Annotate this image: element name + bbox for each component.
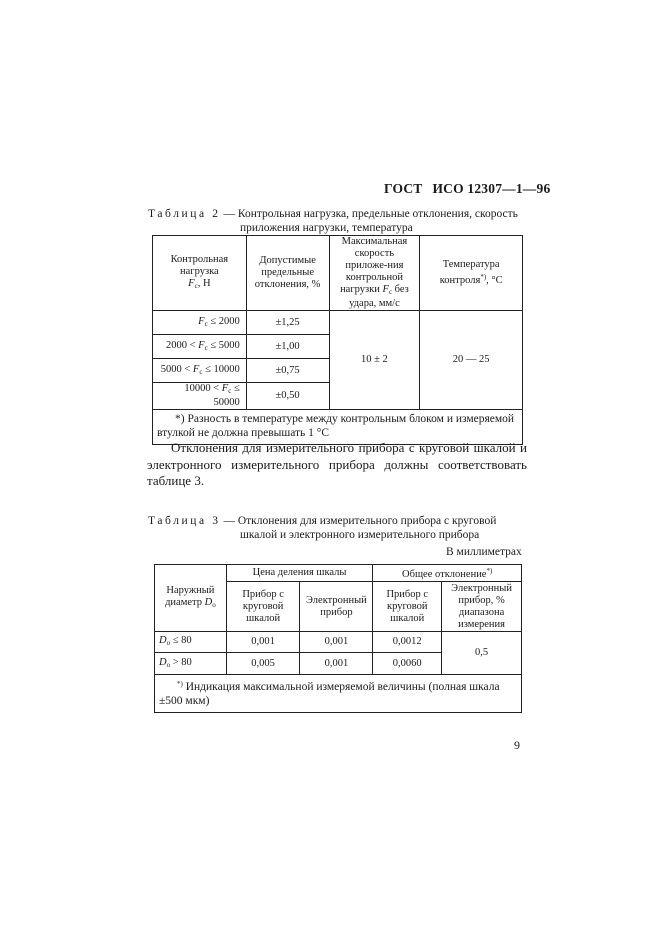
table3-footnote xyxy=(155,675,522,713)
header-text: Наружный диаметр xyxy=(165,585,215,608)
table2-caption xyxy=(148,207,528,235)
subscript: c xyxy=(388,288,393,296)
header-text: Температура контроля xyxy=(439,259,500,286)
scale-electronic-value: 0,001 xyxy=(300,653,373,675)
footnote-ref: *) xyxy=(480,273,487,281)
total-dial-value: 0,0060 xyxy=(373,653,442,675)
table3-title-line1: Отклонения для измерительного прибора с круговой xyxy=(237,515,497,527)
total-dial-value: 0,0012 xyxy=(373,632,442,653)
caption-dash: — xyxy=(223,515,235,527)
var-d: D xyxy=(204,597,213,608)
footnote-mark: *) xyxy=(177,680,183,688)
col-group-total xyxy=(373,565,522,582)
col-header-speed xyxy=(329,236,420,311)
temperature-value: 20 — 25 xyxy=(420,311,523,410)
header-text: Максимальная скорость приложе-ния контрольной нагрузки xyxy=(340,236,408,295)
var-f: F xyxy=(188,278,195,289)
table2-label: Таблица 2 xyxy=(148,208,221,220)
scale-electronic-value: 0,001 xyxy=(300,632,373,653)
col-header-diameter xyxy=(155,565,227,632)
col-header-deviation: Допустимые предельные отклонения, % xyxy=(246,236,329,311)
deviation-value: ±0,50 xyxy=(246,383,329,410)
body-paragraph xyxy=(147,440,527,490)
table-header-row xyxy=(155,565,522,582)
table-row xyxy=(155,632,522,653)
units-label: В миллиметрах xyxy=(446,546,522,558)
scale-dial-value: 0,001 xyxy=(226,632,300,653)
load-range: $5000 < F_c \le 10000$ xyxy=(153,359,247,383)
col-group-scale: Цена деления шкалы xyxy=(226,565,373,582)
col-header-dial: Прибор с круговой шкалой xyxy=(226,582,300,632)
diameter-condition: $D_o > 80$ xyxy=(155,653,227,675)
footnote-text: Разность в температуре между контрольным блоком и измеряемой втулкой не должна превышать 1 °С xyxy=(157,413,515,439)
document-header xyxy=(384,181,550,197)
footnote-text: Индикация максимальной измеряемой величины (полная шкала ±500 мкм) xyxy=(159,681,500,707)
deviation-value: ±1,25 xyxy=(246,311,329,335)
deviation-value: ±0,75 xyxy=(246,359,329,383)
scale-dial-value: 0,005 xyxy=(226,653,300,675)
col-header-electronic: Электронный прибор xyxy=(300,582,373,632)
header-text: Контрольная нагрузка xyxy=(170,254,229,277)
table-2 xyxy=(152,235,523,445)
table-header-row xyxy=(153,236,523,311)
table3-label: Таблица 3 xyxy=(148,515,221,527)
table3-caption xyxy=(148,514,528,542)
page-number: 9 xyxy=(514,738,520,752)
diameter-condition: $D_o \le 80$ xyxy=(155,632,227,653)
col-header-dial-total: Прибор с круговой шкалой xyxy=(373,582,442,632)
table2-title-line2: приложения нагрузки, температура xyxy=(240,222,413,234)
table2-title-line1: Контрольная нагрузка, предельные отклонения, скорость xyxy=(237,208,518,220)
col-header-electronic-pct: Электронный прибор, % диапазона измерения xyxy=(442,582,522,632)
paragraph-text: Отклонения для измерительного прибора с круговой шкалой и электронного измерительного прибора должны соответствовать таблице 3. xyxy=(147,440,527,488)
subscript: o xyxy=(212,601,216,609)
deviation-value: ±1,00 xyxy=(246,335,329,359)
unit: , °С xyxy=(486,275,503,286)
load-range: $2000 < F_c \le 5000$ xyxy=(153,335,247,359)
standard-label: ГОСТ xyxy=(384,181,423,196)
subscript: c xyxy=(194,282,198,290)
speed-value: 10 ± 2 xyxy=(329,311,420,410)
unit: , Н xyxy=(197,278,211,289)
var-f: F xyxy=(382,284,389,295)
col-header-load xyxy=(153,236,247,311)
load-range: $F_c \le 2000$ xyxy=(153,311,247,335)
standard-code: ИСО 12307—1—96 xyxy=(432,181,551,196)
col-header-temperature xyxy=(420,236,523,311)
caption-dash: — xyxy=(223,208,235,220)
footnote-mark: *) xyxy=(175,413,185,425)
table-row xyxy=(153,311,523,335)
total-electronic-value: 0,5 xyxy=(442,632,522,675)
header-text: Общее отклонение xyxy=(402,569,487,580)
table-footnote-row xyxy=(155,675,522,713)
footnote-ref: *) xyxy=(486,567,493,575)
table-3 xyxy=(154,564,522,713)
load-range: $10000 < F_c \le 50000$ xyxy=(153,383,247,410)
table3-title-line2: шкалой и электронного измерительного прибора xyxy=(240,529,480,541)
header-text: без удара, мм/с xyxy=(349,284,409,309)
